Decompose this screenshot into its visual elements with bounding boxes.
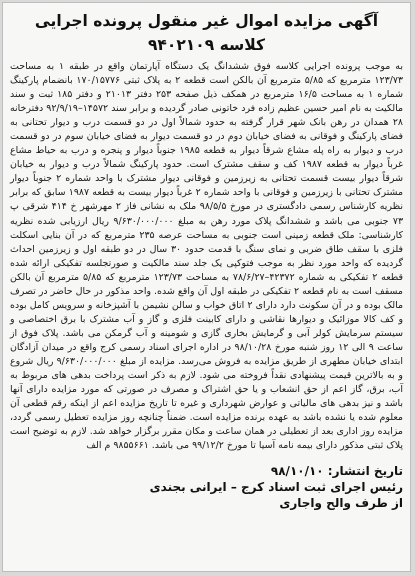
signature-line-1: رئیس اجرای ثبت اسناد کرج – ایرانی بجندی: [149, 480, 403, 495]
notice-title: آگهی مزایده اموال غیر منقول پرونده اجرایی کلاسه ۹۴۰۲۱۰۹: [34, 12, 379, 54]
publish-date: تاریخ انتشار: ۹۸/۱۰/۱۰: [270, 464, 403, 479]
signature-block: [10, 463, 403, 511]
signature-line-2: از طرف والح واجاری: [279, 496, 403, 511]
auction-notice: [2, 2, 411, 572]
notice-body: به موجب پرونده اجرایی کلاسه فوق ششدانگ یک دستگاه آپارتمان واقع در طبقه ۱ به مساحت ۱۲۳/۷۳ مترمربع که ۵/۸۵ مترمربع آن بالکن است قطعه ۲ به پلاک ثبتی ۱۷۰/۱۵۷۷۶ بانضمام پارکینگ شماره ۱ به مساحت ۱۶/۵ مترمربع در همکف ذیل صفحه ۲۵۳ دفتر ۲۱۰۱۳ و دفتر ۱۸۵ ثبت و سند مالکیت به نام امیر حسین عظیم زاده فرد خاتونی صادر گردیده و برابر سند ۱۴۵۷۲–۹۲/۹/۱۹ دفترخانه ۲۸ همدان در رهن بانک شهر قرار گرفته به حدود شمالاً اول در دو قسمت درب و دیوار تحتانی به فضای پارکینگ و فوقانی به فضای خیابان دوم در دو قسمت دیوار به فضای خیابان سوم در دو قسمت درب و دیوار به راه پله مشاع شرقاً دیوار به قطعه ۱۹۸۵ جنوباً دیوار و پنجره و درب به حیاط مشاع غرباً دیوار به قطعه ۱۹۸۷ کف و سقف مشترک است. حدود پارکینگ شمالاً درب و دیوار به خیابان شرقاً دیوار بیست قسمت تحتانی به زیرزمین و فوقانی دیوار مشترک با واحد شماره ۲ جنوباً دیوار مشترک تحتانی با زیرزمین و فوقانی با واحد شماره ۲ غرباً دیوار بیست به قطعه ۱۹۸۷ سابق که برابر نظریه کارشناس رسمی دادگستری در مورخ ۹۸/۵/۵ ملک به نشانی فاز ۲ مهرشهر خ ۴۱۴ شرقی پ ۷۳ جنوبی می باشد و ششدانگ پلاک مورد رهن به مبلغ ۹/۶۳۰/۰۰۰/۰۰۰ ریال ارزیابی شده نظریه کارشناسی: ملک قطعه زمینی است جنوبی به مساحت عرصه ۲۳۵ مترمربع که در آن بنایی اسکلت فلزی با سقف طاق ضربی و نمای سنگ با قدمت حدود ۳۰ سال در دو طبقه اول و زیرزمین احداث گردیده که واحد مورد نظر به موجب فتوکپی یک جلد سند مالکیت و صورتجلسه تفکیکی ارائه شده قطعه ۲ تفکیکی به شماره ۴۲۳۷۲–۷۸/۶/۲۷ به مساحت ۱۲۳/۷۳ مترمربع که ۵/۸۵ مترمربع آن بالکن مسقف است به نام قطعه ۲ تفکیکی در طبقه اول آن واقع شده. واحد مذکور در حال حاضر در تصرف مالک بوده و در آن سکونت دارد دارای ۲ اتاق خواب و سالن نشیمن با آشپزخانه و سرویس کامل بوده و کف کالا موزائیک و دیوارها نقاشی و دارای کابینت فلزی و گاز و آب مشترک با برق اختصاصی و سیستم سرمایش کولر آبی و گرمایش بخاری گازی و شومینه و آب گرمکن می باشد. پلاک فوق از ساعت ۹ الی ۱۲ روز شنبه مورخ ۹۸/۱۰/۲۸ در اداره اجرای اسناد رسمی کرج واقع در میدان آزادگان ابتدای خیابان مطهری از طریق مزایده به فروش می‌رسد. مزایده از مبلغ ۹/۶۳۰/۰۰۰/۰۰۰ ریال شروع و به بالاترین قیمت پیشنهادی نقداً فروخته می شود. لازم به ذکر است پرداخت بدهی های مربوط به آب، برق، گاز اعم از حق انشعاب و یا حق اشتراک و مصرف در صورتی که مورد مزایده دارای آنها باشد و نیز بدهی های مالیاتی و عوارض شهرداری و غیره تا تاریخ مزایده اعم از اینکه رقم قطعی آن معلوم شده یا نشده باشد به عهده برنده مزایده است. ضمناً چنانچه روز مزایده تعطیل رسمی گردد، مزایده روز اداری بعد از تعطیلی در همان ساعت و مکان مقرر برگزار خواهد شد. لازم به توضیح است پلاک ثبتی مذکور دارای بیمه نامه آسیا تا مورخ ۹۹/۱۲/۲ می باشد. ۹۸۵۵۶۶۱ م الف: [9, 61, 404, 452]
